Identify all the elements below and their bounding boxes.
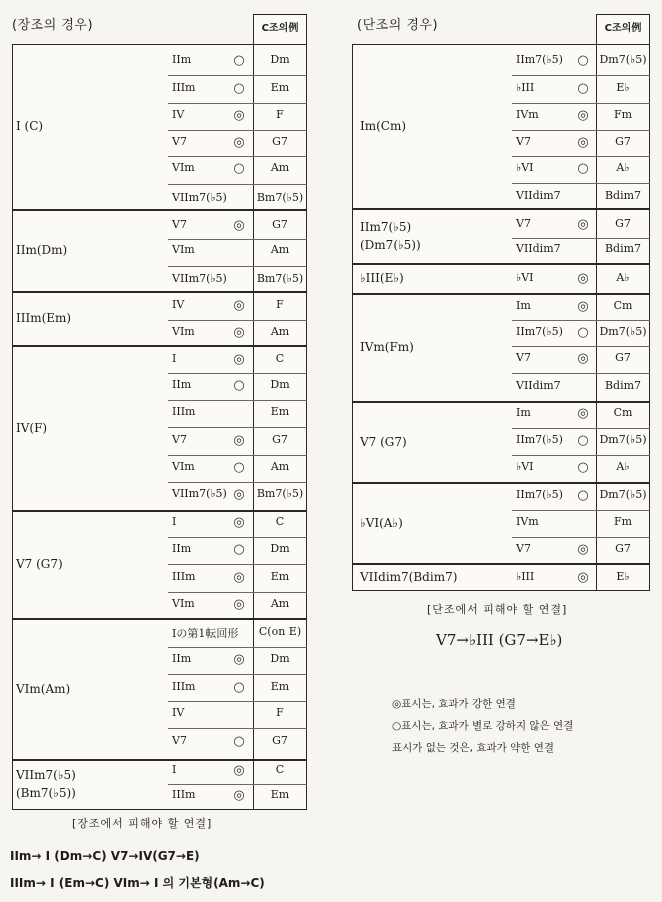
major-example-chord: Bm7(♭5)	[256, 487, 304, 500]
minor-example-chord: G7	[615, 135, 631, 148]
major-chord: I	[172, 352, 177, 365]
major-chord: V7	[172, 734, 187, 747]
major-chord: IIIm	[172, 680, 196, 693]
major-source-label: IIm(Dm)	[16, 243, 68, 257]
minor-example-chord: E♭	[616, 570, 630, 583]
minor-effect-mark-icon: ○	[577, 488, 589, 503]
minor-example-chord: Cm	[613, 406, 633, 419]
major-chord: VIm	[172, 460, 195, 473]
minor-chord: VIIdim7	[516, 242, 561, 255]
major-effect-mark-icon: ◎	[233, 763, 245, 778]
major-chord: VIIm7(♭5)	[172, 191, 227, 204]
major-source-label: VIIm7(♭5)	[16, 768, 76, 782]
major-chord: IIm	[172, 652, 192, 665]
minor-chord: ♭VI	[516, 271, 534, 284]
minor-chord: IVm	[516, 515, 539, 528]
major-chord: VIIm7(♭5)	[172, 487, 227, 500]
minor-chord: V7	[516, 351, 531, 364]
major-effect-mark-icon: ◎	[233, 433, 245, 448]
major-row-divider	[168, 130, 307, 131]
major-row-divider	[168, 784, 307, 785]
major-example-chord: C	[275, 515, 285, 528]
major-chord: VIm	[172, 161, 195, 174]
minor-row-divider	[512, 103, 650, 104]
minor-example-chord: Cm	[613, 299, 633, 312]
major-example-chord: Dm	[270, 652, 290, 665]
minor-chord: IIm7(♭5)	[516, 433, 563, 446]
major-effect-mark-icon: ○	[233, 81, 245, 96]
minor-chord: VIIdim7	[516, 189, 561, 202]
minor-source-label: Im(Cm)	[360, 118, 407, 133]
minor-row-divider	[512, 346, 650, 347]
major-example-col-0	[253, 44, 254, 210]
minor-chord: VIIdim7	[516, 379, 561, 392]
major-row-divider	[168, 701, 307, 702]
major-effect-mark-icon: ◎	[233, 597, 245, 612]
major-chord: IIIm	[172, 570, 196, 583]
major-example-chord: Em	[270, 405, 290, 418]
major-example-chord: Am	[270, 243, 290, 256]
minor-effect-mark-icon: ○	[577, 433, 589, 448]
minor-effect-mark-icon: ◎	[577, 135, 589, 150]
major-example-chord: Bm7(♭5)	[256, 272, 304, 285]
major-example-chord: G7	[272, 135, 288, 148]
major-chord: VIIm7(♭5)	[172, 272, 227, 285]
major-example-chord: C	[275, 763, 285, 776]
minor-example-chord: Dm7(♭5)	[599, 488, 647, 501]
major-source-label: IIIm(Em)	[16, 311, 72, 325]
minor-source-label: IVm(Fm)	[360, 340, 414, 354]
major-chord: V7	[172, 433, 187, 446]
minor-row-divider	[512, 130, 650, 131]
major-formula-1: IIm→ I (Dm→C) V7→IV(G7→E)	[10, 849, 200, 863]
major-effect-mark-icon: ○	[233, 460, 245, 475]
minor-effect-mark-icon: ◎	[577, 271, 589, 286]
minor-example-chord: A♭	[616, 271, 630, 284]
major-formula-2: IIIm→ I (Em→C) VIm→ I 의 기본형(Am→C)	[10, 876, 265, 890]
major-row-divider	[168, 266, 307, 267]
major-chord: IIm	[172, 542, 192, 555]
major-effect-mark-icon: ◎	[233, 135, 245, 150]
minor-example-chord: A♭	[616, 161, 630, 174]
minor-effect-mark-icon: ◎	[577, 108, 589, 123]
major-example-chord: Am	[270, 597, 290, 610]
minor-chord: ♭VI	[516, 460, 534, 473]
minor-example-chord: G7	[615, 351, 631, 364]
minor-example-chord: Fm	[613, 515, 633, 528]
minor-chord: Im	[516, 406, 531, 419]
major-example-chord: Bm7(♭5)	[256, 191, 304, 204]
major-effect-mark-icon: ○	[233, 734, 245, 749]
major-row-divider	[168, 537, 307, 538]
major-chord: IV	[172, 706, 185, 719]
legend-strong: ◎표시는, 효과가 강한 연결	[392, 698, 516, 710]
major-row-divider	[168, 103, 307, 104]
major-source-label: I (C)	[16, 119, 44, 133]
minor-formula: V7→♭III (G7→E♭)	[436, 631, 563, 649]
minor-row-divider	[512, 537, 650, 538]
minor-chord: IIm7(♭5)	[516, 325, 563, 338]
minor-row-divider	[512, 510, 650, 511]
minor-source-label: ♭III(E♭)	[360, 271, 404, 285]
major-chord: VIm	[172, 597, 195, 610]
minor-effect-mark-icon: ◎	[577, 406, 589, 421]
minor-example-chord: A♭	[616, 460, 630, 473]
minor-row-divider	[512, 183, 650, 184]
major-group-0	[12, 44, 307, 210]
minor-example-chord: G7	[615, 542, 631, 555]
major-source-label: VIm(Am)	[16, 681, 71, 696]
major-example-chord: Dm	[270, 378, 290, 391]
minor-chord: ♭III	[516, 81, 535, 94]
major-row-divider	[168, 482, 307, 483]
major-title: (장조의 경우)	[12, 18, 94, 33]
major-example-chord: Em	[270, 570, 290, 583]
major-effect-mark-icon: ○	[233, 378, 245, 393]
major-effect-mark-icon: ○	[233, 161, 245, 176]
minor-row-divider	[512, 238, 650, 239]
major-row-divider	[168, 592, 307, 593]
major-example-chord: Dm	[270, 542, 290, 555]
major-caption: [장조에서 피해야 할 연결]	[72, 817, 213, 830]
major-effect-mark-icon: ○	[233, 53, 245, 68]
major-source-label-2: (Bm7(♭5))	[16, 786, 76, 800]
major-chord: IIIm	[172, 788, 196, 801]
major-row-divider	[168, 400, 307, 401]
minor-chord: IVm	[516, 108, 539, 121]
minor-effect-mark-icon: ◎	[577, 351, 589, 366]
minor-source-label-2: (Dm7(♭5))	[360, 237, 421, 252]
major-effect-mark-icon: ○	[233, 680, 245, 695]
major-chord: V7	[172, 218, 187, 231]
major-example-chord: Am	[270, 460, 290, 473]
major-example-chord: G7	[272, 734, 288, 747]
major-effect-mark-icon: ◎	[233, 788, 245, 803]
major-effect-mark-icon: ◎	[233, 515, 245, 530]
minor-example-chord: E♭	[616, 81, 630, 94]
minor-example-chord: Bdim7	[604, 379, 642, 392]
major-chord: V7	[172, 135, 187, 148]
minor-row-divider	[512, 373, 650, 374]
minor-row-divider	[512, 455, 650, 456]
major-example-chord: Dm	[270, 53, 290, 66]
major-chord: Iの第1転回形	[172, 627, 239, 640]
major-source-label: IV(F)	[16, 420, 48, 435]
minor-effect-mark-icon: ◎	[577, 570, 589, 585]
major-row-divider	[168, 239, 307, 240]
major-chord: IV	[172, 108, 185, 121]
minor-source-label: IIm7(♭5)	[360, 219, 412, 234]
major-col-header: C조의例	[253, 14, 307, 44]
minor-row-divider	[512, 156, 650, 157]
major-effect-mark-icon: ◎	[233, 108, 245, 123]
major-example-chord: Em	[270, 788, 290, 801]
major-chord: IIIm	[172, 405, 196, 418]
minor-chord: V7	[516, 542, 531, 555]
major-chord: I	[172, 515, 177, 528]
major-chord: IIm	[172, 53, 192, 66]
major-example-chord: F	[276, 108, 284, 121]
major-chord: IIIm	[172, 81, 196, 94]
minor-chord: IIm7(♭5)	[516, 53, 563, 66]
minor-example-chord: Bdim7	[604, 242, 642, 255]
minor-effect-mark-icon: ○	[577, 325, 589, 340]
minor-row-divider	[512, 320, 650, 321]
major-row-divider	[168, 320, 307, 321]
major-example-chord: Am	[270, 161, 290, 174]
minor-effect-mark-icon: ○	[577, 460, 589, 475]
minor-chord: V7	[516, 135, 531, 148]
major-chord: IIm	[172, 378, 192, 391]
major-example-chord: G7	[272, 433, 288, 446]
major-chord: VIm	[172, 243, 195, 256]
major-effect-mark-icon: ○	[233, 542, 245, 557]
minor-effect-mark-icon: ○	[577, 81, 589, 96]
major-effect-mark-icon: ◎	[233, 298, 245, 313]
minor-row-divider	[512, 428, 650, 429]
major-example-chord: Em	[270, 81, 290, 94]
major-chord: VIm	[172, 325, 195, 338]
minor-example-chord: G7	[615, 217, 631, 230]
major-effect-mark-icon: ◎	[233, 487, 245, 502]
minor-effect-mark-icon: ◎	[577, 217, 589, 232]
major-example-chord: C	[275, 352, 285, 365]
legend-weak: 표시가 없는 것은, 효과가 약한 연결	[392, 742, 555, 754]
major-row-divider	[168, 647, 307, 648]
minor-example-chord: Dm7(♭5)	[599, 433, 647, 446]
major-row-divider	[168, 75, 307, 76]
major-row-divider	[168, 455, 307, 456]
major-row-divider	[168, 728, 307, 729]
minor-example-col-0	[596, 44, 597, 209]
major-row-divider	[168, 674, 307, 675]
minor-source-label: VIIdim7(Bdim7)	[360, 569, 458, 584]
major-example-chord: G7	[272, 218, 288, 231]
minor-effect-mark-icon: ◎	[577, 299, 589, 314]
major-effect-mark-icon: ◎	[233, 570, 245, 585]
minor-effect-mark-icon: ◎	[577, 542, 589, 557]
minor-example-chord: Fm	[613, 108, 633, 121]
legend-medium: ○표시는, 효과가 별로 강하지 않은 연결	[392, 720, 574, 732]
major-effect-mark-icon: ◎	[233, 218, 245, 233]
major-row-divider	[168, 564, 307, 565]
major-row-divider	[168, 373, 307, 374]
minor-effect-mark-icon: ○	[577, 53, 589, 68]
major-example-chord: Em	[270, 680, 290, 693]
minor-title: (단조의 경우)	[357, 18, 439, 33]
minor-caption: [단조에서 피해야 할 연결]	[427, 603, 568, 616]
minor-chord: V7	[516, 217, 531, 230]
major-effect-mark-icon: ◎	[233, 652, 245, 667]
major-row-divider	[168, 184, 307, 185]
minor-col-header: C조의例	[596, 14, 650, 44]
major-row-divider	[168, 156, 307, 157]
minor-source-label: V7 (G7)	[360, 434, 407, 449]
major-example-chord: F	[276, 298, 284, 311]
major-example-chord: F	[276, 706, 284, 719]
minor-example-chord: Dm7(♭5)	[599, 325, 647, 338]
minor-example-chord: Bdim7	[604, 189, 642, 202]
major-example-chord: Am	[270, 325, 290, 338]
minor-example-chord: Dm7(♭5)	[599, 53, 647, 66]
minor-effect-mark-icon: ○	[577, 161, 589, 176]
minor-chord: IIm7(♭5)	[516, 488, 563, 501]
major-chord: IV	[172, 298, 185, 311]
minor-chord: ♭VI	[516, 161, 534, 174]
major-effect-mark-icon: ◎	[233, 325, 245, 340]
minor-chord: ♭III	[516, 570, 535, 583]
minor-chord: Im	[516, 299, 531, 312]
minor-source-label: ♭VI(A♭)	[360, 515, 403, 530]
major-chord: I	[172, 763, 177, 776]
major-source-label: V7 (G7)	[16, 557, 63, 571]
major-row-divider	[168, 427, 307, 428]
minor-row-divider	[512, 75, 650, 76]
major-example-chord: C(on E)	[258, 625, 302, 638]
major-effect-mark-icon: ◎	[233, 352, 245, 367]
